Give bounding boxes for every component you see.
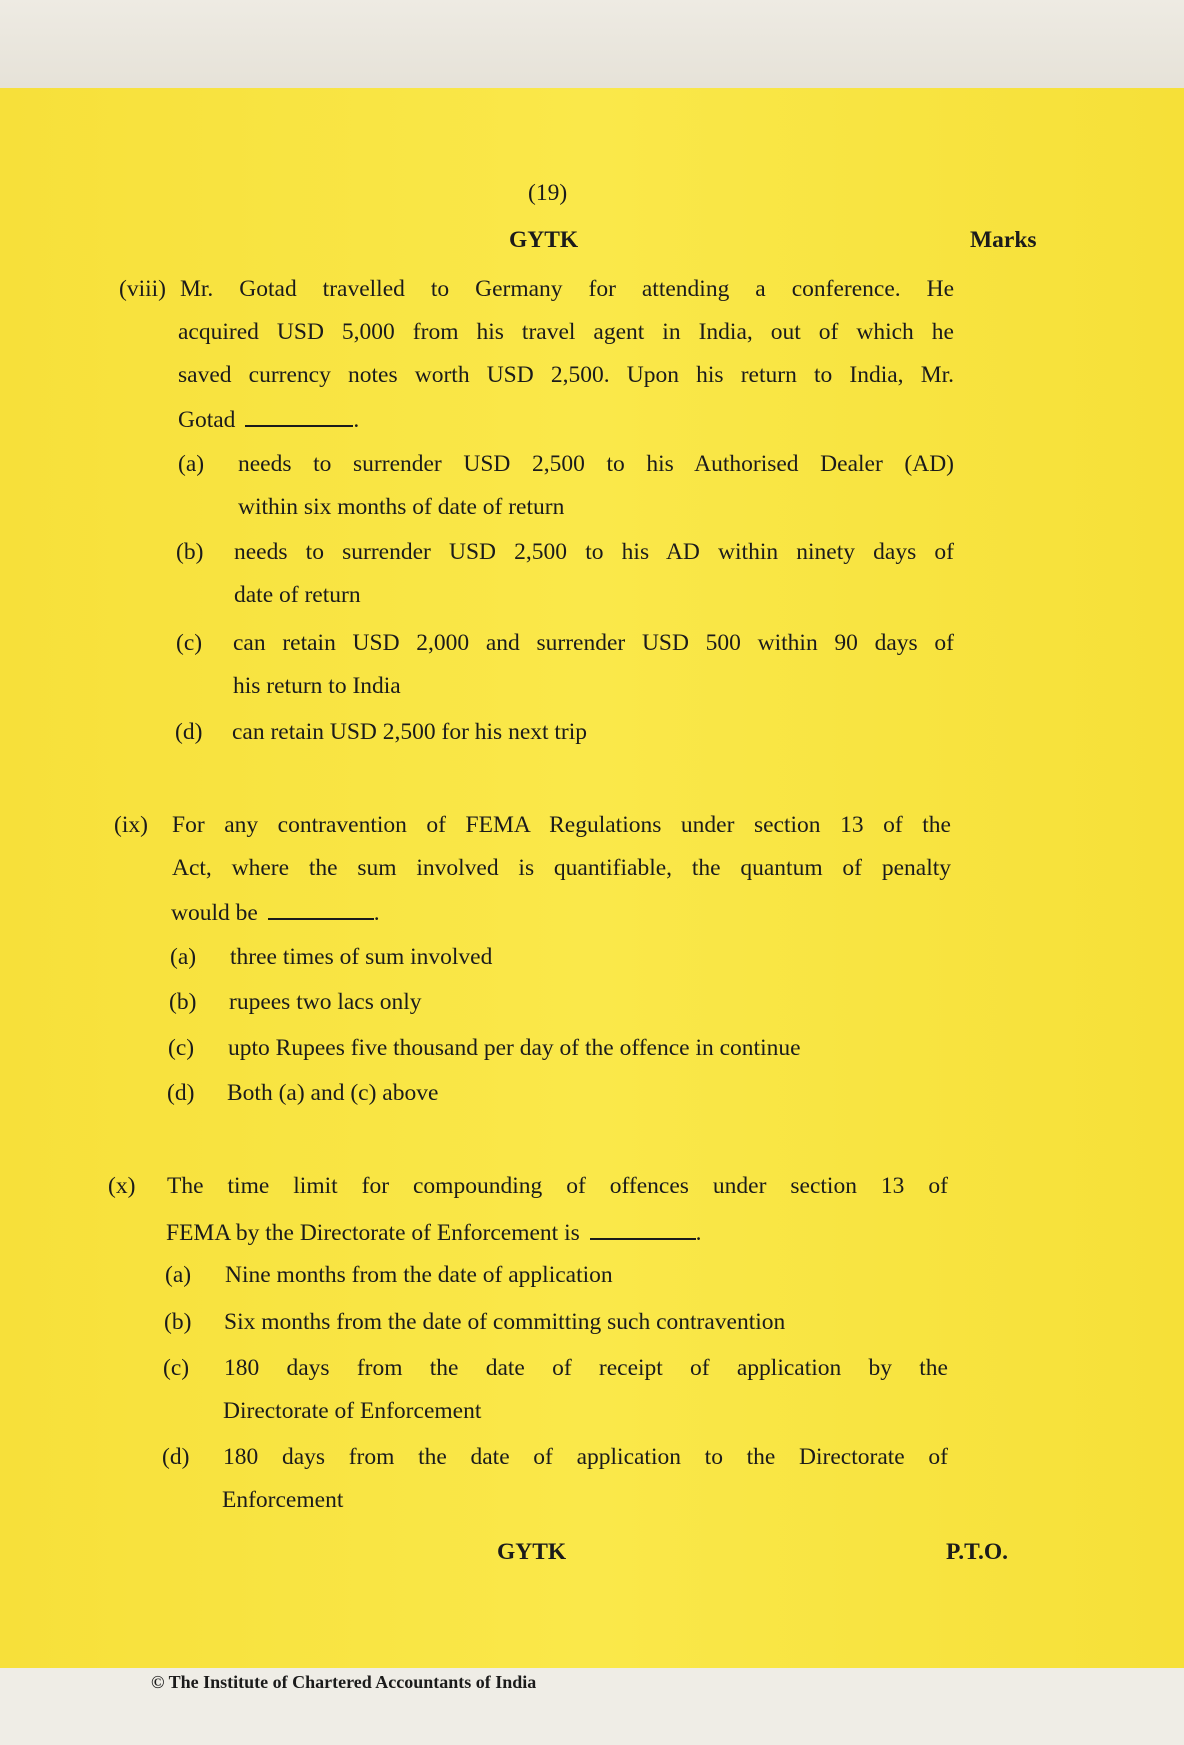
q8-line-3: saved currency notes worth USD 2,500. Upon his return to India, Mr. — [178, 362, 954, 388]
q8-option-a-line-2: within six months of date of return — [238, 494, 565, 520]
q9-option-c-text: upto Rupees five thousand per day of the offence in continue — [228, 1035, 801, 1061]
q8-line-4 — [178, 407, 359, 433]
q9-line-2: Act, where the sum involved is quantifiable, the quantum of penalty — [172, 855, 951, 881]
q10-option-c-line-2: Directorate of Enforcement — [223, 1398, 482, 1424]
page-number: (19) — [528, 180, 568, 206]
marks-label: Marks — [970, 227, 1037, 253]
q10-option-c-line-1: 180 days from the date of receipt of application by the — [224, 1355, 948, 1381]
answer-blank — [590, 1220, 696, 1240]
q10-line-1: The time limit for compounding of offences under section 13 of — [167, 1173, 948, 1199]
q9-option-a-text: three times of sum involved — [230, 944, 493, 970]
q10-line-2-tail: . — [695, 1220, 702, 1246]
q10-line-2-text: FEMA by the Directorate of Enforcement is — [166, 1220, 580, 1246]
q8-option-b-label: (b) — [176, 539, 204, 565]
q9-number: (ix) — [114, 812, 148, 838]
q10-option-a-label: (a) — [165, 1262, 192, 1288]
q8-option-a-line-1: needs to surrender USD 2,500 to his Authorised Dealer (AD) — [238, 451, 954, 477]
q9-option-d-text: Both (a) and (c) above — [227, 1080, 439, 1106]
q8-option-d-line-1: can retain USD 2,500 for his next trip — [232, 719, 588, 745]
q10-option-a-line-1: Nine months from the date of application — [225, 1262, 613, 1288]
copyright-notice: © The Institute of Chartered Accountants of India — [151, 1672, 537, 1692]
q8-option-b-line-2: date of return — [234, 582, 361, 608]
answer-blank — [245, 407, 353, 427]
q8-number: (viii) — [119, 276, 166, 302]
q9-option-b-label: (b) — [169, 989, 197, 1015]
q8-option-c-line-2: his return to India — [233, 673, 401, 699]
q8-line-2: acquired USD 5,000 from his travel agent in India, out of which he — [178, 319, 954, 345]
q10-option-c-label: (c) — [163, 1355, 190, 1381]
q9-option-d-label: (d) — [167, 1080, 195, 1106]
q9-option-a-label: (a) — [170, 944, 197, 970]
q8-line-1: Mr. Gotad travelled to Germany for attending a conference. He — [180, 276, 954, 302]
q10-option-b-line-1: Six months from the date of committing such contravention — [224, 1309, 786, 1335]
q10-option-b-label: (b) — [164, 1309, 192, 1335]
q8-option-a-label: (a) — [178, 451, 205, 477]
q8-option-c-label: (c) — [176, 630, 203, 656]
paper-code-footer: GYTK — [497, 1539, 567, 1565]
scan-top-margin — [0, 0, 1184, 88]
q10-option-d-label: (d) — [162, 1444, 190, 1470]
q8-option-c-line-1: can retain USD 2,000 and surrender USD 500 within 90 days of — [233, 630, 954, 656]
q10-line-2 — [166, 1220, 702, 1246]
q9-line-1: For any contravention of FEMA Regulations under section 13 of the — [172, 812, 951, 838]
pto-label: P.T.O. — [946, 1539, 1009, 1565]
paper-code-header: GYTK — [509, 227, 579, 253]
q9-option-b-text: rupees two lacs only — [229, 989, 422, 1015]
q8-line-4-tail: . — [353, 407, 360, 433]
q9-line-3-text: would be — [171, 900, 258, 926]
q9-option-c-label: (c) — [168, 1035, 195, 1061]
q10-number: (x) — [108, 1173, 136, 1199]
q10-option-d-line-1: 180 days from the date of application to the Directorate of — [223, 1444, 948, 1470]
answer-blank — [268, 900, 374, 920]
q9-line-3 — [171, 900, 380, 926]
q8-option-b-line-1: needs to surrender USD 2,500 to his AD within ninety days of — [234, 539, 954, 565]
q8-line-4-text: Gotad — [178, 407, 236, 433]
q9-line-3-tail: . — [373, 900, 380, 926]
q8-option-d-label: (d) — [175, 719, 203, 745]
q10-option-d-line-2: Enforcement — [222, 1487, 344, 1513]
